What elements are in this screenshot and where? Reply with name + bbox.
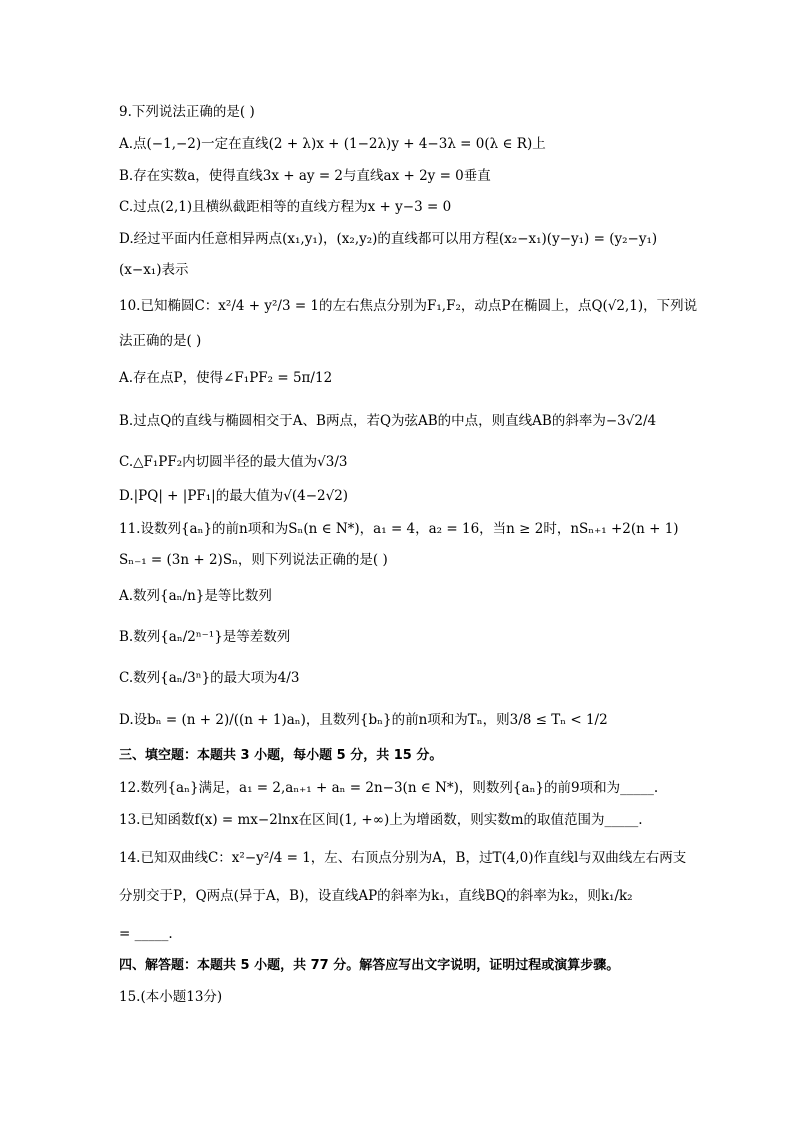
q11-option-d: D.设bₙ = (n + 2)/((n + 1)aₙ)，且数列{bₙ}的前n项和为Tₙ，则3/8 ≤ Tₙ < 1/2 [119, 712, 608, 728]
q14-line2: 分别交于P，Q两点(异于A，B)，设直线AP的斜率为k₁，直线BQ的斜率为k₂，则k₁/k₂ [119, 888, 633, 904]
q14-line3: = _____. [119, 926, 173, 942]
q11-option-c: C.数列{aₙ/3ⁿ}的最大项为4/3 [119, 670, 300, 686]
q10-option-a: A.存在点P，使得∠F₁PF₂ = 5π/12 [119, 370, 333, 386]
q11-stem-line2: Sₙ₋₁ = (3n + 2)Sₙ，则下列说法正确的是( ) [119, 552, 388, 568]
q10-stem-line1: 10.已知椭圆C：x²/4 + y²/3 = 1的左右焦点分别为F₁,F₂，动点P在椭圆上，点Q(√2,1)，下列说 [119, 298, 698, 314]
section-fill-in-heading: 三、填空题：本题共 3 小题，每小题 5 分，共 15 分。 [119, 748, 443, 763]
q15-heading: 15.(本小题13分) [119, 989, 223, 1005]
section-answer-heading: 四、解答题：本题共 5 小题，共 77 分。解答应写出文字说明，证明过程或演算步骤。 [119, 958, 620, 973]
q11-option-a: A.数列{aₙ/n}是等比数列 [119, 588, 272, 604]
q10-option-d: D.|PQ| + |PF₁|的最大值为√(4−2√2) [119, 488, 349, 504]
q9-option-c: C.过点(2,1)且横纵截距相等的直线方程为x + y−3 = 0 [119, 199, 452, 215]
q13: 13.已知函数f(x) = mx−2lnx在区间(1, +∞)上为增函数，则实数m的取值范围为_____. [119, 812, 643, 828]
q12: 12.数列{aₙ}满足，a₁ = 2,aₙ₊₁ + aₙ = 2n−3(n ∈ N*)，则数列{aₙ}的前9项和为_____. [119, 780, 659, 796]
q10-stem-line2: 法正确的是( ) [119, 333, 202, 349]
q9-option-d-line1: D.经过平面内任意相异两点(x₁,y₁)，(x₂,y₂)的直线都可以用方程(x₂−x₁)(y−y₁) = (y₂−y₁) [119, 231, 658, 247]
q9-option-b: B.存在实数a，使得直线3x + ay = 2与直线ax + 2y = 0垂直 [119, 168, 491, 184]
q9-option-d-line2: (x−x₁)表示 [119, 262, 189, 278]
q10-option-c: C.△F₁PF₂内切圆半径的最大值为√3/3 [119, 454, 348, 470]
q9-stem: 9.下列说法正确的是( ) [119, 104, 255, 120]
q9-option-a: A.点(−1,−2)一定在直线(2 + λ)x + (1−2λ)y + 4−3λ = 0(λ ∈ R)上 [119, 136, 546, 152]
q11-option-b: B.数列{aₙ/2ⁿ⁻¹}是等差数列 [119, 629, 291, 645]
q10-option-b: B.过点Q的直线与椭圆相交于A、B两点，若Q为弦AB的中点，则直线AB的斜率为−3√2/4 [119, 413, 657, 429]
q11-stem-line1: 11.设数列{aₙ}的前n项和为Sₙ(n ∈ N*)，a₁ = 4，a₂ = 16，当n ≥ 2时，nSₙ₊₁ +2(n + 1) [119, 521, 679, 537]
q14-line1: 14.已知双曲线C：x²−y²/4 = 1，左、右顶点分别为A，B，过T(4,0)作直线l与双曲线左右两支 [119, 850, 687, 866]
